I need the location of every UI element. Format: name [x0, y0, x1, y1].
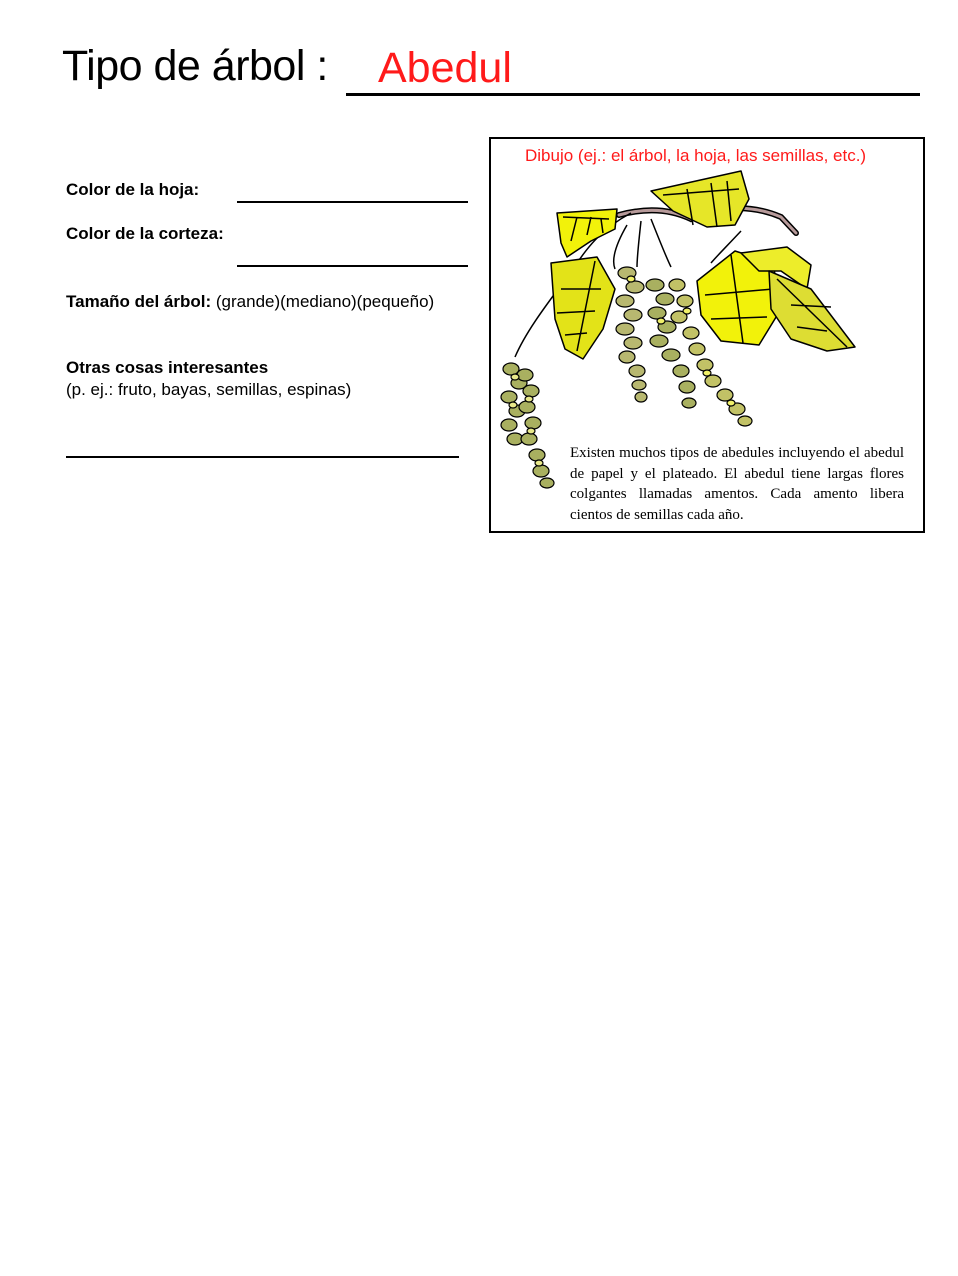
- tree-description: Existen muchos tipos de abedules incluyendo el abedul de papel y el plateado. El abedul tiene largas flores colgantes llamadas amentos. Cada amento libera cientos de semillas cada año.: [570, 445, 904, 523]
- other-things-hint: (p. ej.: fruto, bayas, semillas, espinas): [66, 380, 352, 399]
- bark-color-label: Color de la corteza:: [66, 224, 224, 243]
- tree-type-label: Tipo de árbol :: [62, 42, 328, 90]
- tree-type-value: Abedul: [378, 44, 512, 92]
- leaf-color-line: [237, 201, 468, 203]
- title-row: [62, 40, 922, 100]
- other-things-label: Otras cosas interesantes: [66, 358, 269, 377]
- drawing-caption: Dibujo (ej.: el árbol, la hoja, las semillas, etc.): [525, 146, 867, 165]
- tree-type-underline: [346, 93, 920, 96]
- drawing-box: [489, 137, 925, 533]
- tree-size-row: [66, 292, 434, 312]
- tree-size-options: (grande)(mediano)(pequeño): [215, 292, 435, 311]
- tree-size-label: Tamaño del árbol:: [66, 292, 212, 311]
- leaf-color-label: Color de la hoja:: [66, 180, 200, 199]
- other-things-line: [66, 456, 459, 458]
- bark-color-line: [237, 265, 468, 267]
